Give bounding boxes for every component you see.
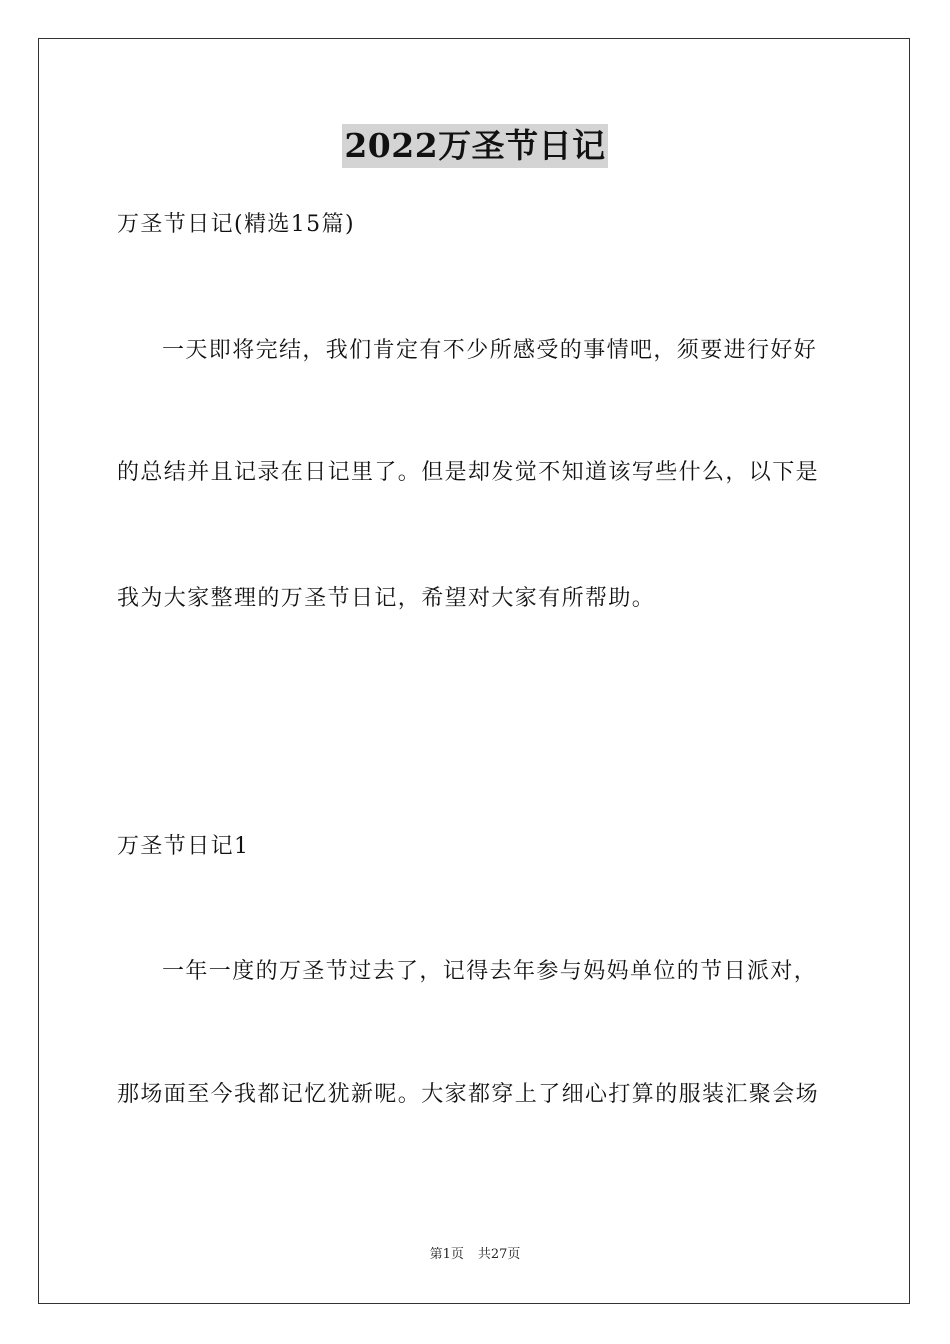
document-subtitle: 万圣节日记(精选15篇) xyxy=(117,212,355,237)
intro-line: 一天即将完结，我们肯定有不少所感受的事情吧，须要进行好好 xyxy=(162,338,818,363)
document-title: 2022万圣节日记 xyxy=(342,124,607,168)
section-line: 一年一度的万圣节过去了，记得去年参与妈妈单位的节日派对， xyxy=(162,959,818,984)
intro-line: 我为大家整理的万圣节日记，希望对大家有所帮助。 xyxy=(117,586,656,611)
intro-line: 的总结并且记录在日记里了。但是却发觉不知道该写些什么，以下是 xyxy=(117,460,820,485)
section-line: 那场面至今我都记忆犹新呢。大家都穿上了细心打算的服装汇聚会场 xyxy=(117,1082,820,1107)
page-footer xyxy=(0,1246,950,1264)
page-total: 共27页 xyxy=(477,1247,521,1262)
title-container xyxy=(0,124,950,168)
section-heading: 万圣节日记1 xyxy=(117,834,250,859)
page-number: 第1页 xyxy=(429,1247,464,1262)
